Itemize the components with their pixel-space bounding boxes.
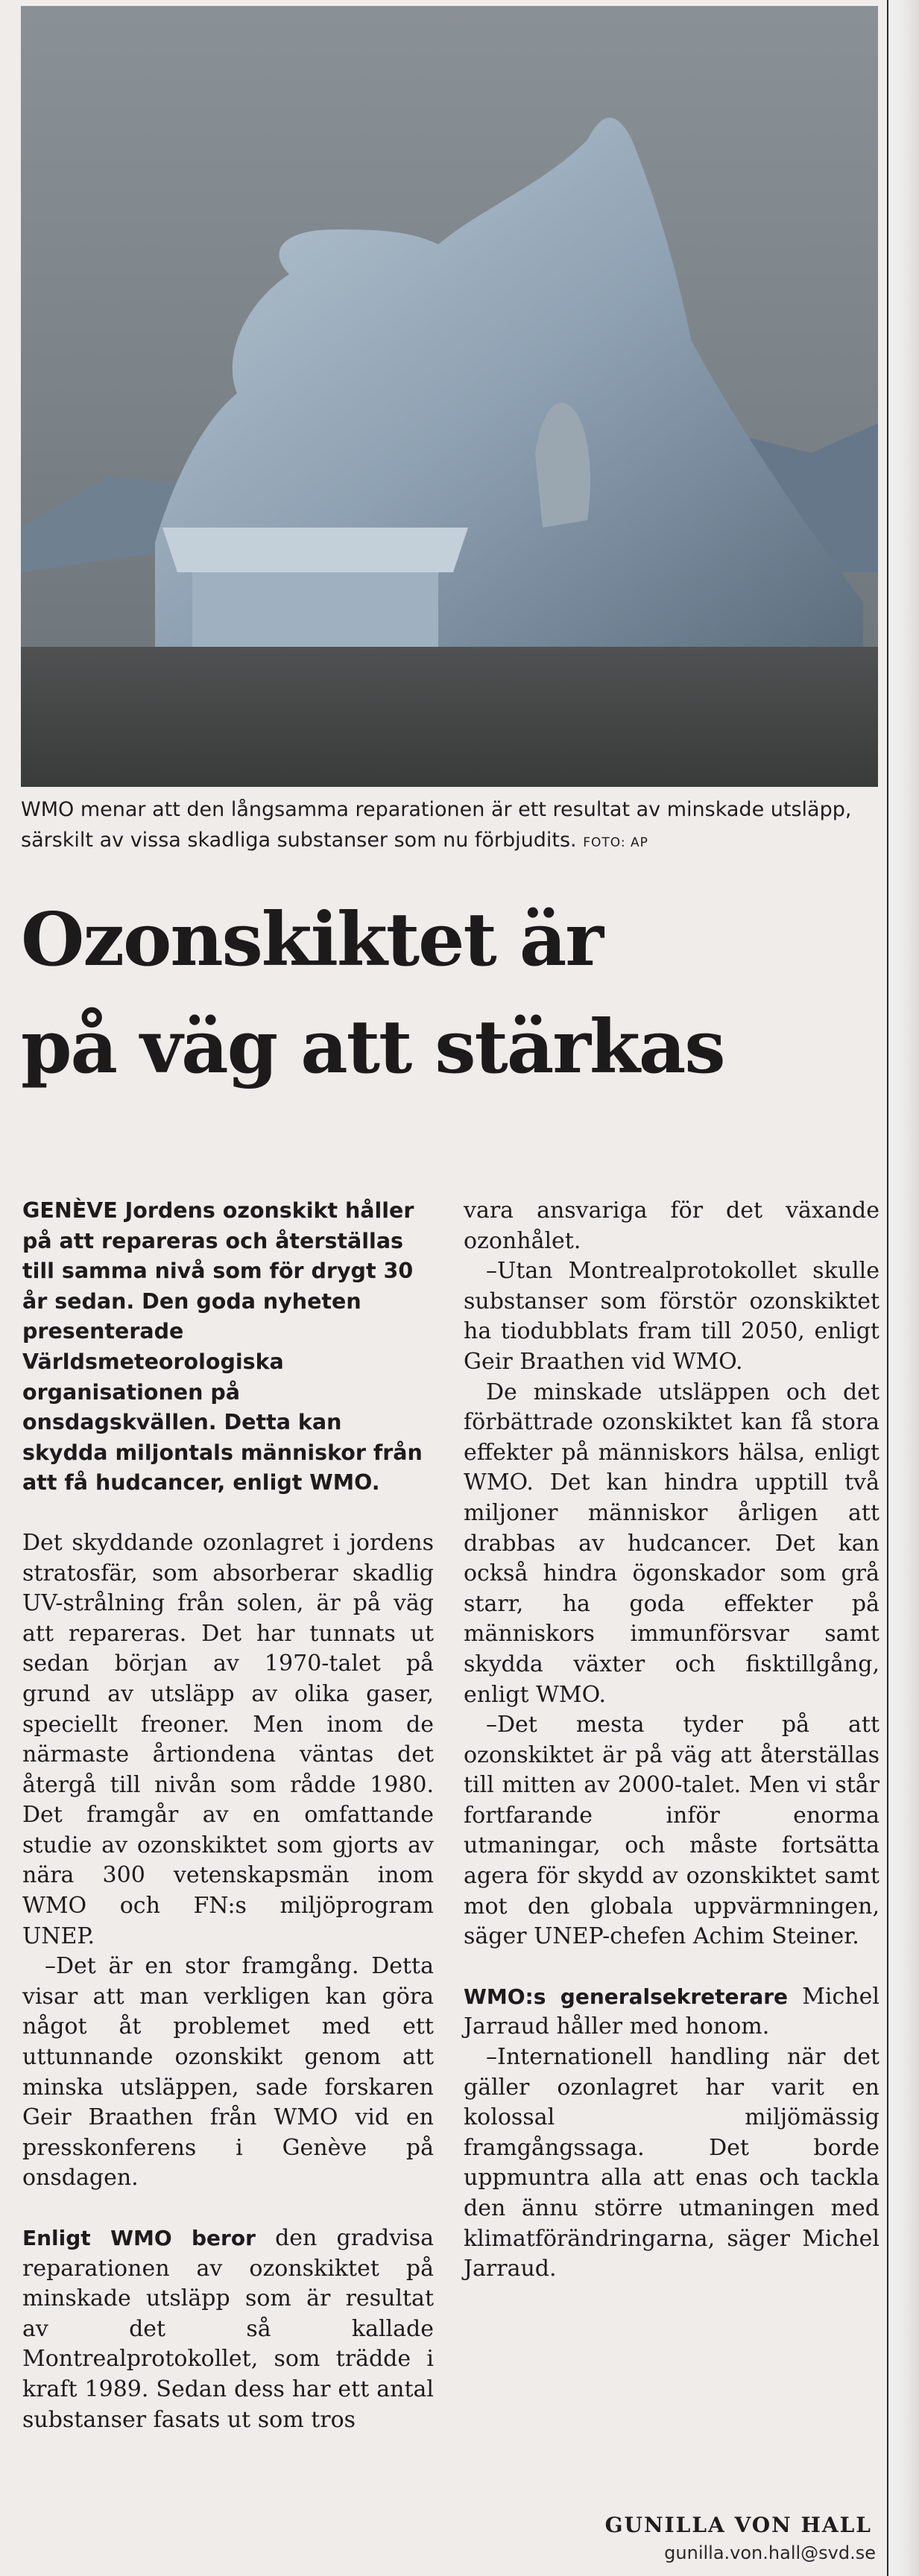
headline [21, 887, 885, 1101]
quote-paragraph: –Internationell handling när det gäller ozonlagret har varit en kolossal miljömässig framgångssaga. Det borde uppmuntra alla att enas och tackla den ännu större utmaningen med klimatförändringarna, säger Michel Jarraud. [464, 2044, 879, 2282]
body-paragraph-with-subhead [22, 2224, 434, 2435]
article-column-left [22, 1196, 434, 2435]
adjacent-page-edge [887, 0, 919, 2576]
headline-line-1: Ozonskiktet är [21, 897, 602, 983]
body-paragraph: vara ansvariga för det växande ozonhålet. [464, 1197, 879, 1254]
quote-paragraph: –Utan Montrealprotokollet skulle substanser som förstör ozonskiktet ha tiodubblats fram till 2050, enligt Geir Braathen vid WMO. [464, 1258, 879, 1375]
iceberg-photo [21, 6, 878, 787]
subhead: WMO:s generalsekreterare [464, 1984, 789, 2009]
quote-paragraph: –Det är en stor framgång. Detta visar att man verkligen kan göra något åt problemet med ett uttunnande ozonskikt genom att minska utsläppen, sade forskaren Geir Braathen från WMO vid en presskonferens i Genève på onsdagen. [22, 1953, 434, 2192]
article-column-right [464, 1196, 879, 2285]
caption-text: WMO menar att den långsamma reparationen är ett resultat av minskade utsläpp, särskilt av vissa skadliga substanser som nu förbjudits. [21, 798, 852, 852]
body-paragraph: Det skyddande ozonlagret i jordens stratosfär, som absorberar skadlig UV-strålning från solen, är på väg att repareras. Det har tunnats ut sedan början av 1970-talet på grund av utsläpp av olika gaser, speciellt freoner. Men inom de närmaste årtiondena väntas det återgå till nivån som rådde 1980. Det framgår av en omfattande studie av ozonskiktet som gjorts av nära 300 vetenskapsmän inom WMO och FN:s miljöprogram UNEP. [22, 1529, 434, 1949]
photo-credit: FOTO: AP [583, 835, 648, 850]
body-text: den gradvisa reparationen av ozonskiktet på minskade utsläpp som är resultat av det så kallade Montrealprotokollet, som trädde i kraft 1989. Sedan dess har ett antal substanser fasats ut som tros [22, 2225, 434, 2433]
headline-line-2: på väg att stärkas [21, 1004, 724, 1090]
quote-paragraph: –Det mesta tyder på att ozonskiktet är på väg att återställas till mitten av 2000-talet. Men vi står fortfarande inför enorma utmaningar, och måste fortsätta agera för skydd av ozonskiktet samt mot den globala uppvärmningen, säger UNEP-chefen Achim Steiner. [464, 1712, 879, 1950]
byline-email[interactable]: gunilla.von.hall@svd.se [664, 2542, 876, 2563]
body-text: Michel Jarraud håller med honom. [464, 1983, 879, 2040]
body-paragraph: De minskade utsläppen och det förbättrade ozonskiktet kan få stora effekter på människors hälsa, enligt WMO. Det kan hindra upptill två miljoner människor årligen att drabbas av hudcancer. Det kan också hindra ögonskador som grå starr, ha goda effekter på människors immunförsvar samt skydda växter och fisktillgång, enligt WMO. [464, 1379, 879, 1708]
subhead: Enligt WMO beror [22, 2226, 256, 2250]
photo-caption [21, 794, 871, 858]
body-paragraph-with-subhead [464, 1982, 879, 2042]
lead-paragraph: GENÈVE Jordens ozonskikt håller på att repareras och återställas till samma nivå som för drygt 30 år sedan. Den goda nyheten presenterade Världsmeteorologiska organisationen på onsdagskvällen. Detta kan skydda miljontals människor från att få hudcancer, enligt WMO. [22, 1198, 423, 1496]
byline-author: GUNILLA VON HALL [604, 2513, 872, 2537]
